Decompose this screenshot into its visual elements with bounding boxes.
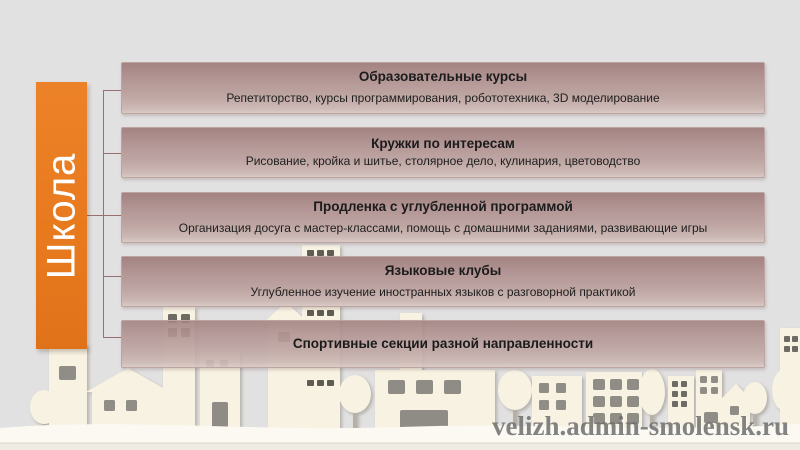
connector-branch-2 bbox=[103, 153, 121, 154]
program-title: Образовательные курсы bbox=[358, 69, 528, 85]
program-box-language-clubs bbox=[121, 256, 765, 307]
program-title: Спортивные секции разной направленности bbox=[292, 335, 594, 351]
connector-vertical-line bbox=[103, 90, 104, 338]
connector-branch-4 bbox=[103, 276, 121, 277]
program-title: Кружки по интересам bbox=[371, 135, 515, 151]
connector-branch-1 bbox=[103, 90, 121, 91]
program-subtitle: Организация досуга с мастер-классами, помощь с домашними заданиями, развивающие игры bbox=[178, 220, 708, 235]
program-subtitle: Углубленное изучение иностранных языков с разговорной практикой bbox=[250, 284, 636, 299]
school-title-box bbox=[36, 82, 87, 349]
program-title: Продленка с углубленной программой bbox=[313, 198, 573, 214]
school-title-label: Школа bbox=[39, 152, 84, 279]
connector-branch-3 bbox=[103, 215, 121, 216]
program-box-sports-sections bbox=[121, 320, 765, 368]
watermark-text: velizh.admin-smolensk.ru bbox=[492, 411, 790, 441]
program-subtitle: Рисование, кройка и шитье, столярное дело, кулинария, цветоводство bbox=[245, 153, 641, 168]
program-box-educational-courses bbox=[121, 62, 765, 114]
program-title: Языковые клубы bbox=[384, 262, 502, 278]
connector-branch-5 bbox=[103, 337, 121, 338]
program-subtitle: Репетиторство, курсы программирования, робототехника, 3D моделирование bbox=[226, 91, 660, 106]
program-box-interest-clubs bbox=[121, 127, 765, 178]
connector-school-stub bbox=[87, 215, 104, 216]
program-box-extended-day bbox=[121, 192, 765, 243]
